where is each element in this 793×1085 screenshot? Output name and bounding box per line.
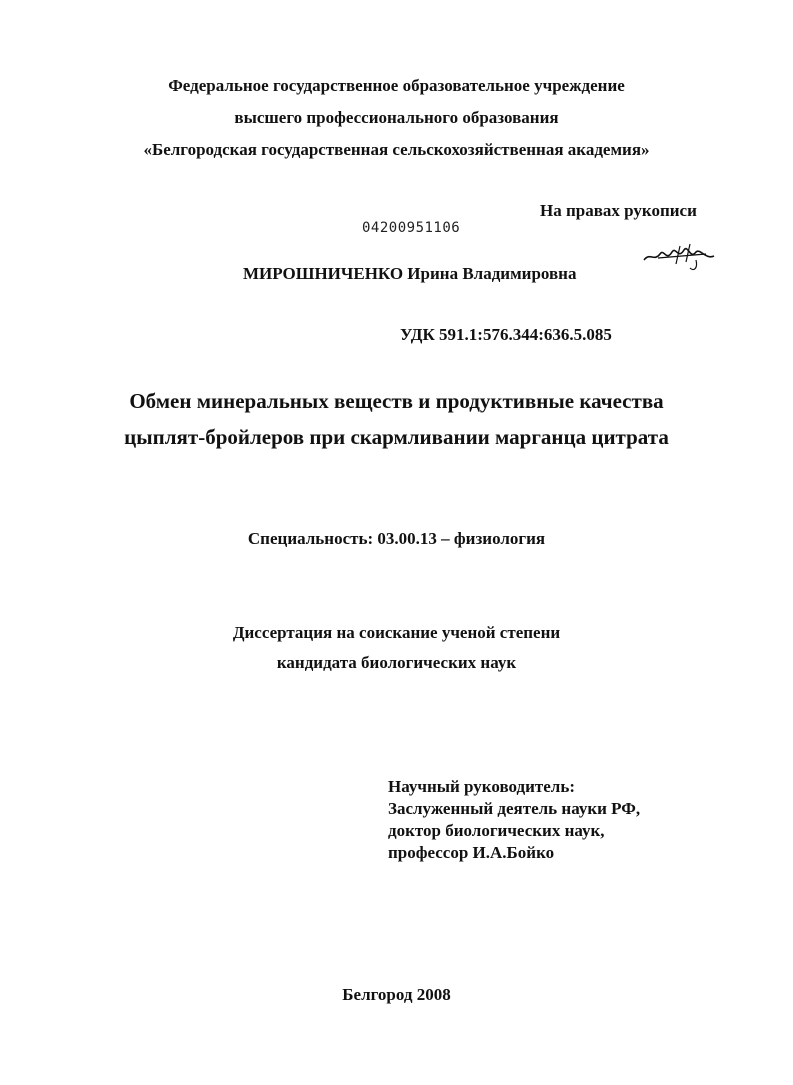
udc-code: УДК 591.1:576.344:636.5.085 bbox=[400, 325, 612, 344]
degree-line-1: Диссертация на соискание ученой степени bbox=[232, 623, 561, 642]
author-name: МИРОШНИЧЕНКО Ирина Владимировна bbox=[243, 264, 577, 283]
place-year: Белгород 2008 bbox=[342, 985, 451, 1004]
supervisor-line-2: Заслуженный деятель науки РФ, bbox=[388, 799, 641, 818]
serial-number: 04200951106 bbox=[362, 220, 461, 236]
institution-line-1: Федеральное государственное образовательное учреждение bbox=[168, 76, 625, 95]
dissertation-title-line-2: цыплят-бройлеров при скармливании марганца цитрата bbox=[124, 425, 669, 449]
supervisor-line-1: Научный руководитель: bbox=[388, 777, 575, 796]
dissertation-title-line-1: Обмен минеральных веществ и продуктивные качества bbox=[129, 389, 664, 413]
institution-line-3: «Белгородская государственная сельскохозяйственная академия» bbox=[143, 140, 650, 159]
degree-line-2: кандидата биологических наук bbox=[276, 653, 517, 672]
specialty: Специальность: 03.00.13 – физиология bbox=[247, 529, 546, 548]
institution-line-2: высшего профессионального образования bbox=[234, 108, 559, 127]
signature-image bbox=[640, 238, 720, 278]
manuscript-rights: На правах рукописи bbox=[540, 201, 697, 220]
supervisor-line-4: профессор И.А.Бойко bbox=[388, 843, 555, 862]
supervisor-line-3: доктор биологических наук, bbox=[388, 821, 605, 840]
